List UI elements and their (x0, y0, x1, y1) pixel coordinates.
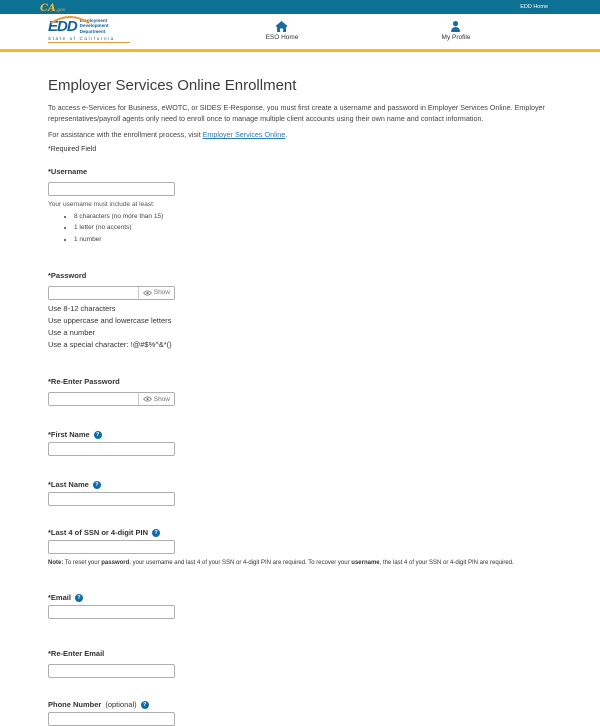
phone-field-group (48, 700, 552, 726)
phone-optional-label: (optional) (105, 700, 137, 709)
ssn-pin-field-group (48, 528, 552, 567)
password-rule: Use uppercase and lowercase letters (48, 315, 172, 325)
reenter-email-field-group (48, 643, 552, 678)
nav-my-profile[interactable] (442, 21, 471, 41)
email-label: *Email (48, 593, 71, 602)
note-bold: password (101, 560, 130, 566)
nav-eso-home[interactable] (266, 21, 299, 41)
edd-logo-line: Department (79, 28, 106, 34)
ssn-pin-label: *Last 4 of SSN or 4-digit PIN (48, 528, 149, 537)
reenter-email-label: *Re-Enter Email (48, 649, 105, 658)
help-icon[interactable]: ? (93, 481, 101, 489)
note-text: , your username and last 4 of your SSN or 4-digit PIN are required. To recover your (129, 560, 352, 566)
note-text: To reset your (63, 560, 102, 566)
first-name-input[interactable] (48, 442, 175, 456)
password-rule: Use a special character: !@#$%^&*() (48, 339, 172, 349)
password-rule: Use 8-12 characters (48, 303, 116, 313)
topbar (0, 0, 600, 14)
help-icon[interactable]: ? (141, 701, 149, 709)
show-label: Show (153, 395, 170, 403)
note-bold: username (351, 560, 380, 566)
edd-logo[interactable] (48, 18, 130, 43)
last-name-input[interactable] (48, 492, 175, 506)
username-help-intro: Your username must include at least: (48, 201, 155, 208)
help-icon[interactable]: ? (152, 529, 160, 537)
username-field-group (48, 161, 552, 243)
edd-logo-arc-icon (50, 16, 90, 24)
eye-icon (143, 396, 152, 402)
phone-label: Phone Number (48, 700, 102, 709)
show-label: Show (153, 289, 170, 296)
username-input[interactable] (48, 182, 175, 196)
note-text: , the last 4 of your SSN or 4-digit PIN are required. (379, 560, 514, 566)
password-rule: Use a number (48, 327, 96, 337)
last-name-field-group (48, 480, 552, 506)
password-input-wrap (48, 286, 175, 300)
edd-home-link[interactable]: EDD Home (520, 4, 548, 10)
show-password-button[interactable] (138, 287, 174, 299)
reenter-password-input[interactable] (49, 393, 138, 405)
ca-gov-logo[interactable] (40, 0, 65, 15)
reenter-password-field-group (48, 371, 552, 406)
password-field-group (48, 265, 552, 350)
main-content (0, 78, 600, 726)
phone-input[interactable] (48, 712, 175, 726)
help-icon[interactable]: ? (94, 431, 102, 439)
employer-services-online-link[interactable]: Employer Services Online (202, 130, 286, 139)
reenter-email-input[interactable] (48, 664, 175, 678)
password-input[interactable] (49, 287, 138, 299)
edd-logo-line: Employment (79, 18, 108, 23)
username-label: *Username (48, 167, 88, 176)
nav-label: My Profile (441, 34, 471, 41)
home-icon (276, 21, 288, 32)
ssn-pin-note (48, 559, 552, 567)
email-field-group (48, 593, 552, 619)
password-label: *Password (48, 270, 87, 280)
note-bold: Note: (48, 560, 64, 566)
last-name-label: *Last Name (48, 480, 89, 489)
ca-logo-gov: .gov (55, 8, 66, 13)
show-reenter-password-button[interactable] (138, 393, 174, 405)
username-rule: • 1 number (74, 236, 552, 243)
ssn-pin-input[interactable] (48, 540, 175, 554)
page-title: Employer Services Online Enrollment (48, 77, 297, 94)
site-header (0, 14, 600, 52)
assistance-suffix: . (285, 130, 288, 139)
ca-logo-ca: CA (40, 3, 56, 14)
required-field-note: *Required Field (48, 146, 97, 153)
help-icon[interactable]: ? (75, 594, 83, 602)
email-input[interactable] (48, 605, 175, 619)
first-name-label: *First Name (48, 430, 90, 439)
edd-tagline: State of California (48, 36, 130, 44)
intro-text: To access e-Services for Business, eWOTC, or SIDES E-Response, you must first create a username and password in Employer Services Online. Employer representatives/payroll agents only need to enroll once to manage multiple client accounts using their own name and contact information. (48, 103, 545, 123)
assistance-text (48, 130, 552, 139)
first-name-field-group (48, 430, 552, 456)
username-rules-list (74, 213, 552, 243)
eye-icon (143, 290, 152, 296)
assistance-prefix: For assistance with the enrollment process, visit (48, 130, 203, 139)
nav-label: ESO Home (265, 34, 299, 41)
username-rule: • 8 characters (no more than 15) (74, 213, 552, 220)
reenter-password-label: *Re-Enter Password (48, 377, 120, 386)
edd-logo-line: Development (79, 23, 109, 29)
username-rule: • 1 letter (no accents) (74, 224, 552, 231)
reenter-password-input-wrap (48, 392, 175, 406)
edd-acronym: EDD (48, 18, 77, 36)
person-icon (451, 21, 461, 32)
